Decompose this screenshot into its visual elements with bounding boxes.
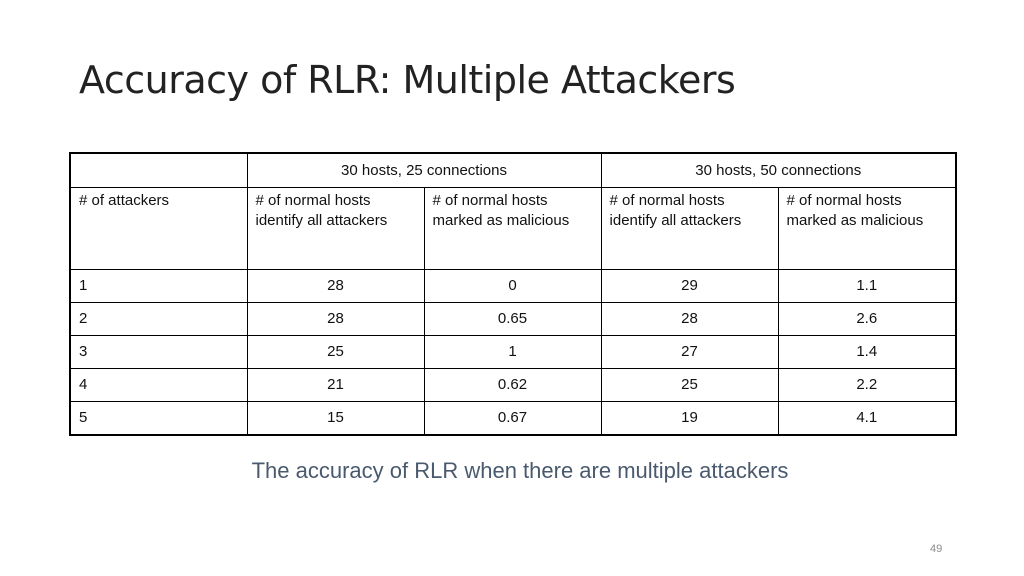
table-cell: 1 [424,336,601,369]
column-header: # of normal hosts identify all attackers [247,188,424,270]
results-table [69,152,957,436]
group-header-empty [70,153,247,188]
table-cell: 28 [247,303,424,336]
table-cell: 0.62 [424,369,601,402]
table-cell: 1.1 [778,270,956,303]
slide-title: Accuracy of RLR: Multiple Attackers [79,58,736,102]
column-header: # of normal hosts identify all attackers [601,188,778,270]
group-header-50-connections: 30 hosts, 50 connections [601,153,956,188]
table-cell: 19 [601,402,778,436]
table-cell: 25 [601,369,778,402]
table-cell: 1.4 [778,336,956,369]
table-row [70,402,956,436]
column-header-row [70,188,956,270]
table-row [70,336,956,369]
group-header-row [70,153,956,188]
table-cell: 4 [70,369,247,402]
column-header: # of normal hosts marked as malicious [778,188,956,270]
table-cell: 0.67 [424,402,601,436]
page-number: 49 [930,543,943,555]
table-cell: 0.65 [424,303,601,336]
table-cell: 4.1 [778,402,956,436]
table-cell: 27 [601,336,778,369]
table-cell: 3 [70,336,247,369]
table-cell: 0 [424,270,601,303]
table-cell: 1 [70,270,247,303]
table-row [70,369,956,402]
table-cell: 28 [601,303,778,336]
table-cell: 2.2 [778,369,956,402]
table-cell: 25 [247,336,424,369]
table-row [70,303,956,336]
table-cell: 21 [247,369,424,402]
table-caption: The accuracy of RLR when there are multiple attackers [251,458,789,483]
column-header: # of attackers [70,188,247,270]
table-cell: 28 [247,270,424,303]
table-row [70,270,956,303]
group-header-25-connections: 30 hosts, 25 connections [247,153,601,188]
table-cell: 2 [70,303,247,336]
column-header: # of normal hosts marked as malicious [424,188,601,270]
table-cell: 15 [247,402,424,436]
table-cell: 2.6 [778,303,956,336]
table-cell: 29 [601,270,778,303]
table-cell: 5 [70,402,247,436]
